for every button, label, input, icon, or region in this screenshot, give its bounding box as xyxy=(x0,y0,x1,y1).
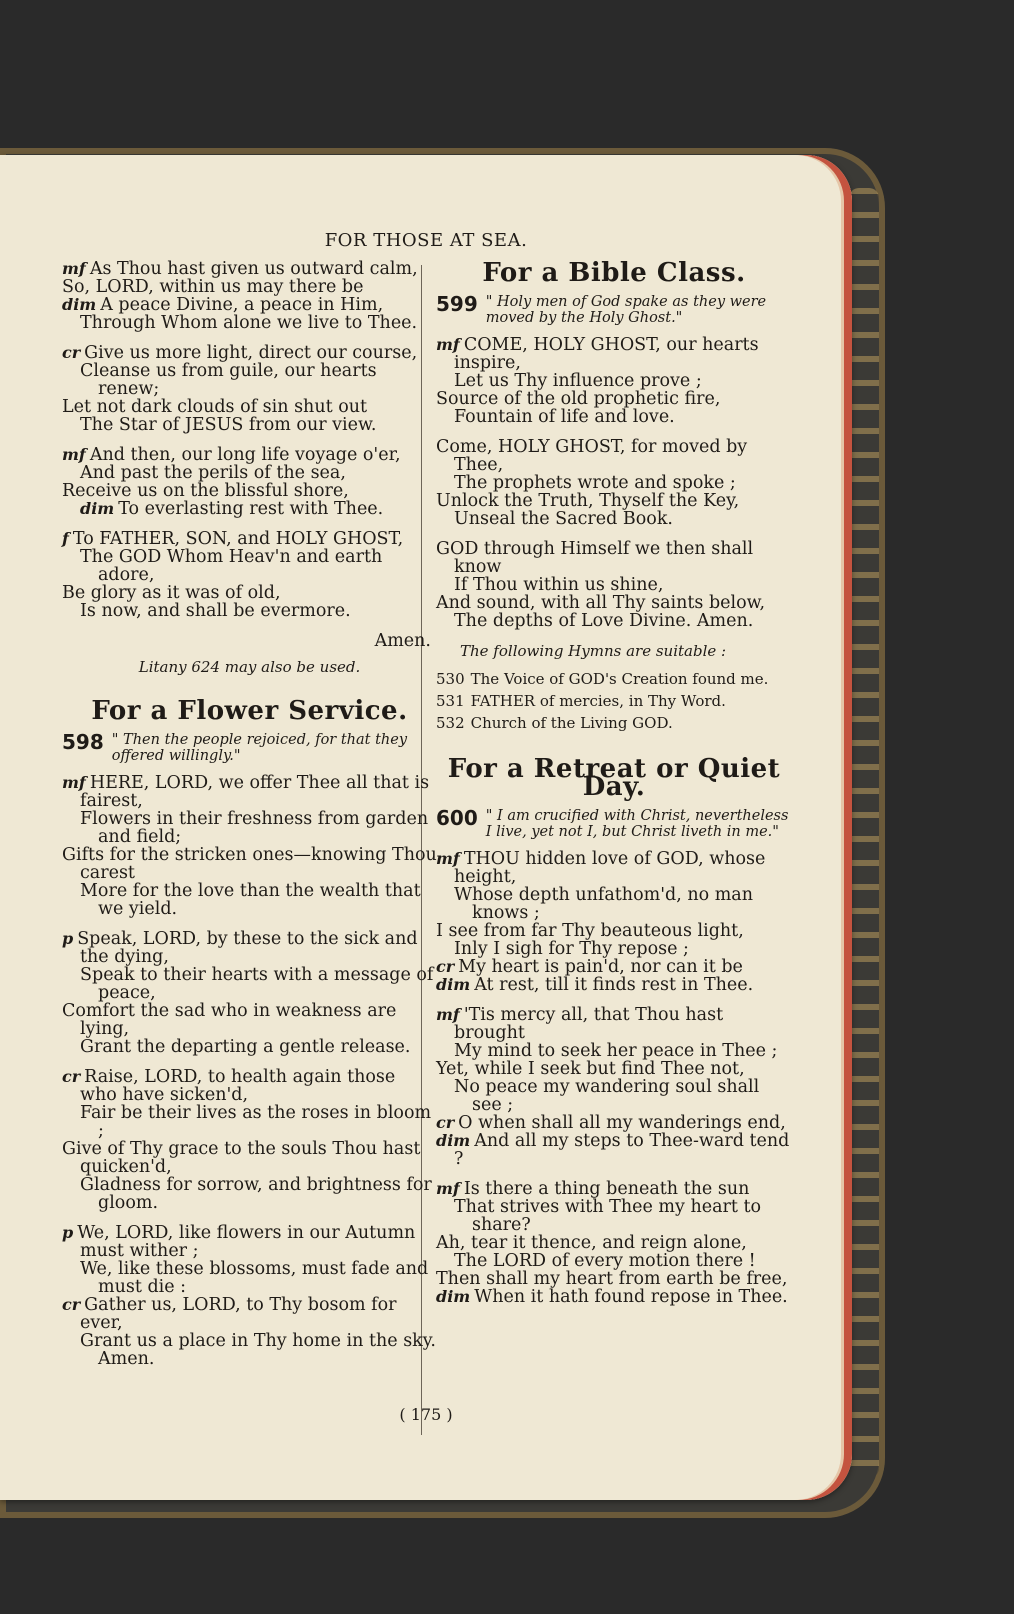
dynamic-mark: dim xyxy=(436,1131,471,1150)
dynamic-mark: mf xyxy=(62,773,86,792)
hymn-597-stanza xyxy=(62,344,437,434)
amen-597: Amen. xyxy=(374,631,431,651)
line-text: Come, HOLY GHOST, for moved by Thee, xyxy=(436,437,748,475)
hymn-line xyxy=(436,922,792,940)
hymn-line xyxy=(436,612,792,630)
hymn-599-stanza xyxy=(436,540,792,630)
hymn-line xyxy=(62,1296,437,1332)
hymn-line xyxy=(436,1288,792,1306)
hymn-599-text: " Holy men of God spake as they were moved by the Holy Ghost." xyxy=(485,294,767,326)
hymn-line xyxy=(436,1180,792,1198)
line-text: I see from far Thy beauteous light, xyxy=(436,921,744,941)
hymn-line xyxy=(436,336,792,372)
hymn-600-stanzas xyxy=(436,850,792,1306)
hymn-line xyxy=(62,464,437,482)
hymn-line xyxy=(436,1114,792,1132)
hymn-line xyxy=(62,482,437,500)
hymnal-page xyxy=(0,155,852,1500)
line-text: Fair be their lives as the roses in bloom ; xyxy=(80,1103,432,1141)
hymn-598-stanza xyxy=(62,930,437,1056)
litany-note: Litany 624 may also be used. xyxy=(138,658,361,676)
hymn-600-header xyxy=(436,808,792,840)
hymn-line xyxy=(62,1260,437,1296)
line-text: That strives with Thee my heart to share? xyxy=(454,1197,762,1235)
cover-gilt-edge xyxy=(849,188,879,1478)
line-text: When it hath found repose in Thee. xyxy=(474,1287,788,1307)
suitable-hymn-number: 530 xyxy=(436,670,465,688)
hymn-line xyxy=(62,846,437,882)
hymn-line xyxy=(62,584,437,602)
hymn-line xyxy=(436,1270,792,1288)
line-text: Raise, LORD, to health again those who have sicken'd, xyxy=(80,1067,396,1105)
line-text: No peace my wandering soul shall see ; xyxy=(454,1077,760,1115)
hymn-line xyxy=(62,416,437,434)
hymn-line xyxy=(62,344,437,362)
suitable-hymn-item xyxy=(436,712,792,734)
hymn-598-stanzas xyxy=(62,774,437,1368)
suitable-hymn-item xyxy=(436,690,792,712)
bible-class-heading: For a Bible Class. xyxy=(482,258,746,288)
hymn-600-stanza xyxy=(436,1180,792,1306)
hymn-line xyxy=(436,976,792,994)
hymn-line xyxy=(62,500,437,518)
line-text: Is now, and shall be evermore. xyxy=(80,601,351,621)
line-text: We, like these blossoms, must fade and must die : xyxy=(80,1259,429,1297)
line-text: GOD through Himself we then shall know xyxy=(436,539,754,577)
suitable-hymn-item xyxy=(436,668,792,690)
hymn-600-number: 600 xyxy=(436,806,478,830)
hymn-line xyxy=(62,1104,437,1140)
dynamic-mark: cr xyxy=(436,957,455,976)
suitable-hymn-title: FATHER of mercies, in Thy Word. xyxy=(470,692,726,710)
hymn-line xyxy=(436,1060,792,1078)
hymn-598-header xyxy=(62,732,437,764)
line-text: Source of the old prophetic fire, xyxy=(436,389,721,409)
line-text: Ah, tear it thence, and reign alone, xyxy=(436,1233,747,1253)
hymn-line xyxy=(436,390,792,408)
line-text: Give us more light, direct our course, xyxy=(84,343,418,363)
line-text: The LORD of every motion there ! xyxy=(454,1251,756,1271)
line-text: O when shall all my wanderings end, xyxy=(458,1113,786,1133)
line-text: And all my steps to Thee-ward tend ? xyxy=(454,1131,790,1169)
hymn-line xyxy=(62,966,437,1002)
line-text: To everlasting rest with Thee. xyxy=(118,499,384,519)
hymn-598-stanza xyxy=(62,774,437,918)
dynamic-mark: dim xyxy=(436,975,471,994)
line-text: Grant us a place in Thy home in the sky. Amen. xyxy=(80,1331,436,1369)
line-text: Speak, LORD, by these to the sick and the dying, xyxy=(77,929,418,967)
line-text: Fountain of life and love. xyxy=(454,407,675,427)
dynamic-mark: cr xyxy=(62,1295,81,1314)
line-text: And then, our long life voyage o'er, xyxy=(89,445,401,465)
line-text: My mind to seek her peace in Thee ; xyxy=(454,1041,778,1061)
dynamic-mark: mf xyxy=(436,335,460,354)
hymn-599-number: 599 xyxy=(436,292,478,316)
hymn-line xyxy=(62,260,437,278)
line-text: Inly I sigh for Thy repose ; xyxy=(454,939,689,959)
hymn-line xyxy=(62,1068,437,1104)
hymn-line xyxy=(436,1006,792,1042)
hymn-line xyxy=(62,314,437,332)
dynamic-mark: cr xyxy=(436,1113,455,1132)
line-text: We, LORD, like flowers in our Autumn must wither ; xyxy=(77,1223,416,1261)
line-text: And sound, with all Thy saints below, xyxy=(436,593,766,613)
line-text: Then shall my heart from earth be free, xyxy=(436,1269,788,1289)
dynamic-mark: mf xyxy=(436,1179,460,1198)
hymn-line xyxy=(436,850,792,886)
hymn-600-stanza xyxy=(436,850,792,994)
dynamic-mark: mf xyxy=(436,849,460,868)
line-text: My heart is pain'd, nor can it be xyxy=(458,957,743,977)
dynamic-mark: cr xyxy=(62,343,81,362)
hymn-line xyxy=(62,810,437,846)
right-column xyxy=(436,260,792,1318)
hymn-line xyxy=(436,1078,792,1114)
line-text: Speak to their hearts with a message of peace, xyxy=(80,965,434,1003)
line-text: The prophets wrote and spoke ; xyxy=(454,473,736,493)
line-text: As Thou hast given us outward calm, xyxy=(89,259,418,279)
hymn-line xyxy=(436,594,792,612)
hymn-600-text: " I am crucified with Christ, nevertheless I live, yet not I, but Christ liveth in me." xyxy=(485,808,789,840)
hymn-line xyxy=(62,446,437,464)
retreat-heading: For a Retreat or Quiet Day. xyxy=(447,754,781,802)
hymn-597-stanza xyxy=(62,446,437,518)
line-text: Gather us, LORD, to Thy bosom for ever, xyxy=(80,1295,397,1333)
hymn-line xyxy=(62,1002,437,1038)
line-text: Grant the departing a gentle release. xyxy=(80,1037,411,1057)
line-text: Give of Thy grace to the souls Thou hast quicken'd, xyxy=(62,1139,421,1177)
hymn-line xyxy=(62,1224,437,1260)
line-text: Whose depth unfathom'd, no man knows ; xyxy=(454,885,754,923)
line-text: At rest, till it finds rest in Thee. xyxy=(474,975,754,995)
hymn-line xyxy=(436,474,792,492)
line-text: COME, HOLY GHOST, our hearts inspire, xyxy=(454,335,759,373)
hymn-line xyxy=(62,278,437,296)
line-text: So, LORD, within us may there be xyxy=(62,277,364,297)
line-text: The depths of Love Divine. Amen. xyxy=(454,611,754,631)
line-text: HERE, LORD, we offer Thee all that is fairest, xyxy=(80,773,430,811)
left-column xyxy=(62,260,437,1380)
dynamic-mark: dim xyxy=(436,1287,471,1306)
line-text: The Star of JESUS from our view. xyxy=(80,415,377,435)
suitable-hymns-list xyxy=(436,668,792,734)
hymn-598-text: " Then the people rejoiced, for that they offered willingly." xyxy=(111,732,408,764)
hymn-line xyxy=(436,438,792,474)
hymn-line xyxy=(436,408,792,426)
hymn-line xyxy=(62,530,437,548)
hymn-line xyxy=(436,886,792,922)
hymn-599-stanzas xyxy=(436,336,792,630)
dynamic-mark: p xyxy=(62,1223,74,1242)
hymn-line xyxy=(436,1252,792,1270)
hymn-598-stanza xyxy=(62,1224,437,1368)
hymn-line xyxy=(62,1140,437,1176)
line-text: Let not dark clouds of sin shut out xyxy=(62,397,368,417)
dynamic-mark: dim xyxy=(62,295,97,314)
dynamic-mark: p xyxy=(62,929,74,948)
line-text: Let us Thy influence prove ; xyxy=(454,371,702,391)
hymn-line xyxy=(436,576,792,594)
flower-service-heading: For a Flower Service. xyxy=(91,696,408,726)
hymn-line xyxy=(436,510,792,528)
hymn-597-stanza xyxy=(62,530,437,620)
line-text: Gifts for the stricken ones—knowing Thou carest xyxy=(62,845,437,883)
hymn-599-stanza xyxy=(436,438,792,528)
hymn-598-stanza xyxy=(62,1068,437,1212)
hymn-line xyxy=(62,296,437,314)
dynamic-mark: mf xyxy=(436,1005,460,1024)
suitable-hymn-number: 532 xyxy=(436,714,465,732)
hymn-line xyxy=(436,1042,792,1060)
hymn-line xyxy=(436,492,792,510)
hymn-599-header xyxy=(436,294,792,326)
suitable-hymn-title: The Voice of GOD's Creation found me. xyxy=(470,670,769,688)
hymn-line xyxy=(436,958,792,976)
hymn-line xyxy=(436,540,792,576)
dynamic-mark: f xyxy=(62,529,69,548)
line-text: Through Whom alone we live to Thee. xyxy=(80,313,418,333)
line-text: THOU hidden love of GOD, whose height, xyxy=(454,849,766,887)
dynamic-mark: cr xyxy=(62,1067,81,1086)
hymn-line xyxy=(62,602,437,620)
line-text: And past the perils of the sea, xyxy=(80,463,346,483)
page-number: ( 175 ) xyxy=(399,1405,453,1424)
line-text: To FATHER, SON, and HOLY GHOST, xyxy=(72,529,404,549)
running-head: FOR THOSE AT SEA. xyxy=(324,230,528,251)
hymn-line xyxy=(62,398,437,416)
hymn-line xyxy=(62,548,437,584)
line-text: Unseal the Sacred Book. xyxy=(454,509,673,529)
hymn-line xyxy=(62,930,437,966)
dynamic-mark: mf xyxy=(62,445,86,464)
hymn-600-stanza xyxy=(436,1006,792,1168)
hymn-line xyxy=(436,372,792,390)
hymn-599-stanza xyxy=(436,336,792,426)
line-text: Is there a thing beneath the sun xyxy=(463,1179,750,1199)
hymn-line xyxy=(436,1132,792,1168)
hymn-line xyxy=(62,1332,437,1368)
hymn-line xyxy=(62,774,437,810)
hymn-line xyxy=(436,1234,792,1252)
line-text: Yet, while I seek but find Thee not, xyxy=(436,1059,745,1079)
line-text: If Thou within us shine, xyxy=(454,575,664,595)
hymn-598-number: 598 xyxy=(62,730,104,754)
suitable-note: The following Hymns are suitable : xyxy=(460,642,727,660)
hymn-line xyxy=(436,1198,792,1234)
line-text: Cleanse us from guile, our hearts renew; xyxy=(80,361,377,399)
line-text: Receive us on the blissful shore, xyxy=(62,481,349,501)
line-text: 'Tis mercy all, that Thou hast brought xyxy=(454,1005,724,1043)
hymn-line xyxy=(62,1176,437,1212)
hymn-597-stanza xyxy=(62,260,437,332)
line-text: Be glory as it was of old, xyxy=(62,583,281,603)
dynamic-mark: dim xyxy=(80,499,115,518)
line-text: More for the love than the wealth that we yield. xyxy=(80,881,421,919)
dynamic-mark: mf xyxy=(62,259,86,278)
hymn-597-stanzas xyxy=(62,260,437,620)
line-text: The GOD Whom Heav'n and earth adore, xyxy=(80,547,383,585)
line-text: Unlock the Truth, Thyself the Key, xyxy=(436,491,740,511)
line-text: Flowers in their freshness from garden and field; xyxy=(80,809,429,847)
suitable-hymn-number: 531 xyxy=(436,692,465,710)
line-text: Comfort the sad who in weakness are lying, xyxy=(62,1001,397,1039)
suitable-hymn-title: Church of the Living GOD. xyxy=(470,714,673,732)
hymn-line xyxy=(62,882,437,918)
hymn-line xyxy=(62,1038,437,1056)
line-text: A peace Divine, a peace in Him, xyxy=(100,295,384,315)
hymn-line xyxy=(436,940,792,958)
line-text: Gladness for sorrow, and brightness for gloom. xyxy=(80,1175,432,1213)
hymn-line xyxy=(62,362,437,398)
